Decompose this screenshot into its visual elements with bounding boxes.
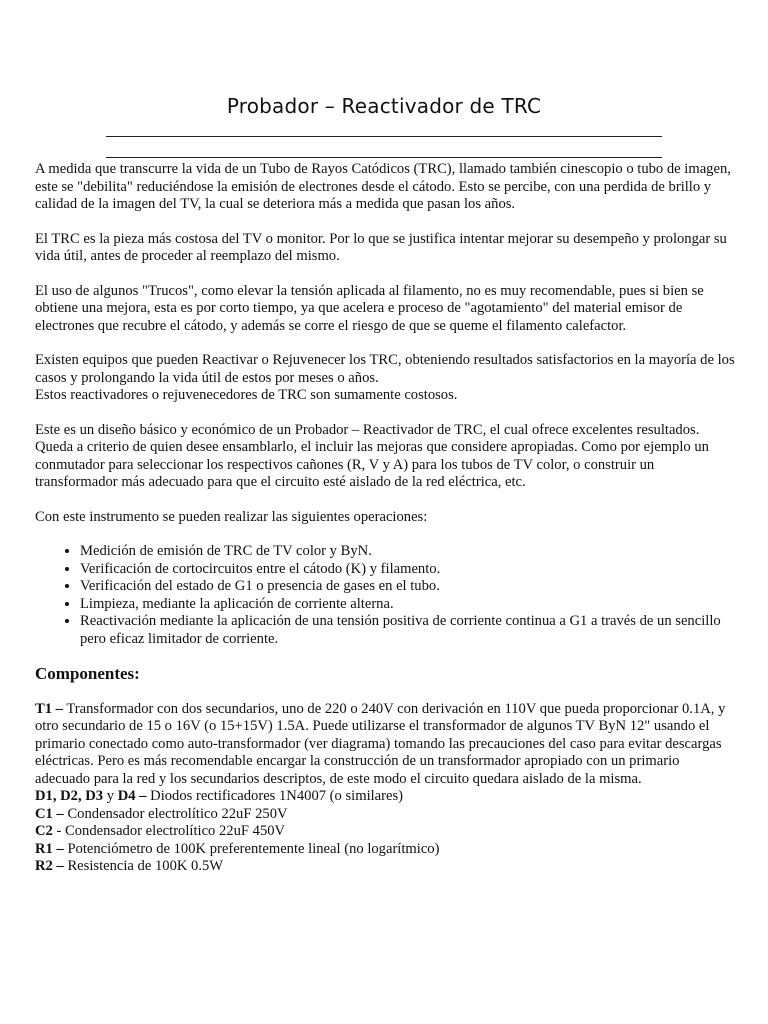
component-diodes	[35, 788, 735, 806]
paragraph-operations-intro: Con este instrumento se pueden realizar las siguientes operaciones:	[35, 508, 428, 525]
list-item: • Limpieza, mediante la aplicación de corriente alterna.	[80, 596, 735, 614]
component-label: D4 –	[117, 788, 147, 804]
paragraph-tricks: El uso de algunos "Trucos", como elevar la tensión aplicada al filamento, no es muy recomendable, pues si bien se obtiene una mejora, esta es por corto tiempo, ya que acelera e proceso de "agotamiento" del material emisor de electrones que recubre el cátodo, y además se corre el riesgo de que se queme el filamento calefactor.	[35, 282, 704, 334]
list-item: • Verificación de cortocircuitos entre el cátodo (K) y filamento.	[80, 561, 735, 579]
component-c1	[35, 806, 735, 824]
document-body	[35, 161, 735, 876]
list-item: • Reactivación mediante la aplicación de una tensión positiva de corriente continua a G1 a través de un sencillo pero eficaz limitador de corriente.	[80, 613, 735, 648]
paragraph-equipment: Existen equipos que pueden Reactivar o Rejuvenecer los TRC, obteniendo resultados satisfactorios en la mayoría de los casos y prolongando la vida útil de estos por meses o años.	[35, 352, 735, 386]
component-t1	[35, 701, 735, 789]
page-title: Probador – Reactivador de TRC	[226, 94, 542, 118]
component-label: C1 –	[35, 805, 64, 822]
list-item: • Verificación del estado de G1 o presencia de gases en el tubo.	[80, 578, 735, 596]
component-text: Diodos rectificadores 1N4007 (o similares)	[146, 788, 404, 804]
component-text: Potenciómetro de 100K preferentemente lineal (no logarítmico)	[63, 840, 440, 857]
component-r2	[35, 858, 735, 876]
component-label: D1, D2, D3	[35, 788, 104, 804]
component-text: Resistencia de 100K 0.5W	[63, 858, 224, 874]
component-text: Condensador electrolítico 22uF 250V	[63, 805, 288, 822]
paragraph-design: Este es un diseño básico y económico de un Probador – Reactivador de TRC, el cual ofrece excelentes resultados. Queda a criterio de quien desee ensamblarlo, el incluir las mejoras que considere apropiadas. Como por ejemplo un conmutador para seleccionar los respectivos cañones (R, V y A) para los tubos de TV color, o construir un transformador más adecuado para que el circuito esté aislado de la red eléctrica, etc.	[35, 421, 709, 490]
list-item: • Medición de emisión de TRC de TV color y ByN.	[80, 543, 735, 561]
paragraph-cost: El TRC es la pieza más costosa del TV o monitor. Por lo que se justifica intentar mejorar su desempeño y prolongar su vida útil, antes de proceder al reemplazo del mismo.	[35, 230, 727, 264]
title-divider-top	[106, 136, 662, 137]
component-c2	[35, 823, 735, 841]
component-text: Transformador con dos secundarios, uno de 220 o 240V con derivación en 110V que pueda proporcionar 0.1A, y otro secundario de 15 o 16V (o 15+15V) 1.5A. Puede utilizarse el transformador de algunos TV ByN 12" usando el primario conectado como auto-transformador (ver diagrama) tomando las precauciones del caso para evitar descargas eléctricas. Pero es más recomendable encargar la construcción de un transformador apropiado con un primario adecuado para la red y los secundarios descriptos, de este modo el circuito quedara aislado de la misma.	[35, 700, 726, 787]
component-r1	[35, 841, 735, 859]
component-connector: y	[103, 788, 118, 804]
component-label: R1 –	[35, 840, 64, 857]
component-text: - Condensador electrolítico 22uF 450V	[52, 823, 286, 839]
paragraph-costly: Estos reactivadores o rejuvenecedores de TRC son sumamente costosos.	[35, 387, 458, 403]
component-label: R2 –	[35, 858, 64, 874]
operations-list	[35, 543, 735, 648]
component-label: T1 –	[35, 700, 63, 717]
component-label: C2	[35, 823, 53, 839]
components-heading: Componentes:	[35, 664, 140, 683]
title-divider-bottom	[106, 157, 662, 158]
paragraph-intro: A medida que transcurre la vida de un Tubo de Rayos Catódicos (TRC), llamado también cinescopio o tubo de imagen, este se "debilita" reduciéndose la emisión de electrones desde el cátodo. Esto se percibe, con una perdida de brillo y calidad de la imagen del TV, la cual se deteriora más a medida que pasan los años.	[35, 161, 731, 212]
